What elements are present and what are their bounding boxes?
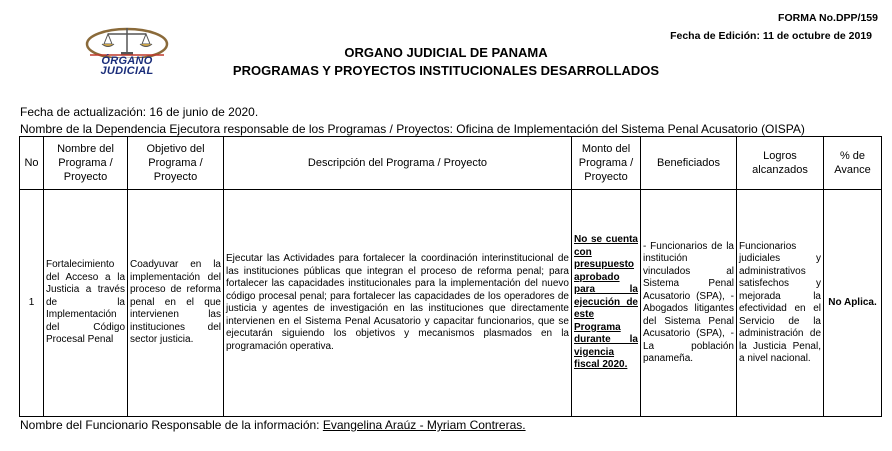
header-amount: Monto del Programa / Proyecto bbox=[572, 137, 641, 190]
header-no: No bbox=[20, 137, 44, 190]
header-beneficiaries: Beneficiados bbox=[641, 137, 737, 190]
org-title: ORGANO JUDICIAL DE PANAMA bbox=[344, 45, 548, 60]
cell-description: Ejecutar las Actividades para fortalecer la coordinación interinstitucional de las instituciones públicas que integran el proceso de reforma penal; para fortalecer las capacidades institucionales para la implementación del nuevo código procesal penal; para fortalecer las capacidades de los operadores de justicia y agentes de investigación en las instituciones que directamente intervienen en el Sistema Penal Acusatorio y capacitar funcionarios, que se ejecutarán siguiendo los objetivos y mecanismos plasmados en la programación operativa. bbox=[224, 190, 572, 417]
table-header-row bbox=[20, 137, 882, 190]
cell-beneficiaries: - Funcionarios de la institución vinculados al Sistema Penal Acusatorio (SPA), - Abogados litigantes del Sistema Penal Acusatorio (SPA), - La población panameña. bbox=[641, 190, 737, 417]
logo-text-line1: ÓRGANO bbox=[101, 55, 153, 67]
cell-progress: No Aplica. bbox=[824, 190, 882, 417]
cell-amount: No se cuenta con presupuesto aprobado para la ejecución de este Programa durante la vigencia fiscal 2020. bbox=[572, 190, 641, 417]
table-row bbox=[20, 190, 882, 417]
cell-achievements: Funcionarios judiciales y administrativos satisfechos y mejorada la efectividad en el Servicio de la administración de la Justicia Penal, a nivel nacional. bbox=[737, 190, 824, 417]
form-code: FORMA No.DPP/159 bbox=[778, 12, 878, 24]
programs-title: PROGRAMAS Y PROYECTOS INSTITUCIONALES DESARROLLADOS bbox=[232, 63, 660, 78]
cell-name: Fortalecimiento del Acceso a la Justicia a través de la Implementación del Código Procesal Penal bbox=[44, 190, 128, 417]
update-date: Fecha de actualización: 16 de junio de 2020. bbox=[20, 105, 259, 119]
logo-text-line2: JUDICIAL bbox=[100, 65, 154, 77]
edition-date: Fecha de Edición: 11 de octubre de 2019 bbox=[670, 30, 872, 42]
programs-table bbox=[19, 136, 882, 417]
header-achievements: Logros alcanzados bbox=[737, 137, 824, 190]
dependency-line: Nombre de la Dependencia Ejecutora responsable de los Programas / Proyectos: Oficina de Implementación del Sistema Penal Acusatorio (OISPA) bbox=[20, 122, 805, 136]
header-description: Descripción del Programa / Proyecto bbox=[224, 137, 572, 190]
header-progress: % de Avance bbox=[824, 137, 882, 190]
cell-objective: Coadyuvar en la implementación del proceso de reforma penal en el que intervienen las instituciones del sector justicia. bbox=[128, 190, 224, 417]
cell-no: 1 bbox=[20, 190, 44, 417]
responsible-names: Evangelina Araúz - Myriam Contreras. bbox=[322, 418, 526, 432]
header-objective: Objetivo del Programa / Proyecto bbox=[128, 137, 224, 190]
header-name: Nombre del Programa / Proyecto bbox=[44, 137, 128, 190]
responsible-line bbox=[20, 418, 526, 432]
responsible-label: Nombre del Funcionario Responsable de la información: bbox=[20, 418, 323, 432]
